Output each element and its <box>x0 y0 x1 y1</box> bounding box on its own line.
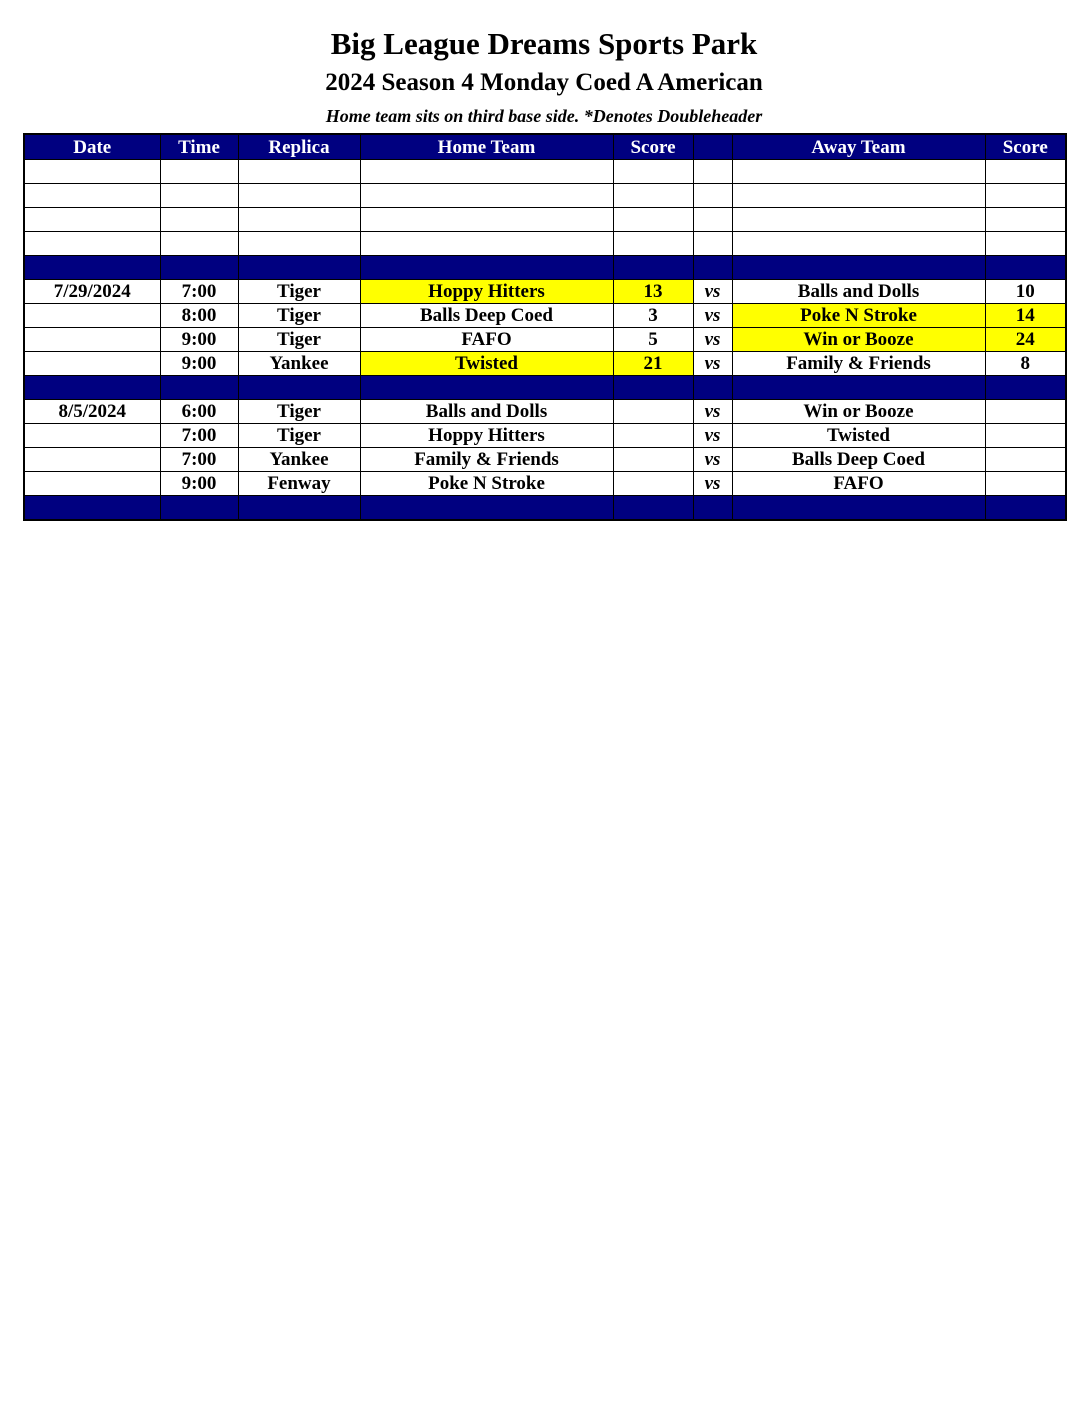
game-row <box>24 328 1066 352</box>
away-score <box>985 448 1066 472</box>
game-date <box>24 328 160 352</box>
week-separator-row <box>24 496 1066 521</box>
empty-cell <box>732 208 985 232</box>
vs-label: vs <box>693 448 732 472</box>
game-field: Tiger <box>238 400 360 424</box>
game-date <box>24 472 160 496</box>
empty-cell <box>613 160 693 184</box>
empty-cell <box>613 232 693 256</box>
home-team-note: Home team sits on third base side. *Denotes Doubleheader <box>325 106 763 126</box>
empty-cell <box>985 184 1066 208</box>
away-score: 24 <box>985 328 1066 352</box>
game-date <box>24 352 160 376</box>
empty-cell <box>160 184 238 208</box>
game-field: Tiger <box>238 424 360 448</box>
empty-cell <box>24 208 160 232</box>
game-field: Tiger <box>238 328 360 352</box>
empty-cell <box>24 160 160 184</box>
vs-label: vs <box>693 280 732 304</box>
game-row <box>24 304 1066 328</box>
game-time: 9:00 <box>160 328 238 352</box>
empty-cell <box>238 160 360 184</box>
home-team: Hoppy Hitters <box>360 280 613 304</box>
empty-cell <box>24 232 160 256</box>
header-row <box>24 134 1066 160</box>
col-header-vs <box>693 134 732 160</box>
home-team: Balls Deep Coed <box>360 304 613 328</box>
game-field: Fenway <box>238 472 360 496</box>
schedule-body <box>24 160 1066 521</box>
empty-cell <box>613 208 693 232</box>
home-team: FAFO <box>360 328 613 352</box>
vs-label: vs <box>693 472 732 496</box>
vs-label: vs <box>693 400 732 424</box>
game-time: 7:00 <box>160 424 238 448</box>
home-score <box>613 448 693 472</box>
home-score <box>613 400 693 424</box>
away-team: Twisted <box>732 424 985 448</box>
away-score: 14 <box>985 304 1066 328</box>
col-header-home-score: Score <box>613 134 693 160</box>
away-score <box>985 400 1066 424</box>
away-team: Poke N Stroke <box>732 304 985 328</box>
away-score: 10 <box>985 280 1066 304</box>
empty-cell <box>24 184 160 208</box>
empty-cell <box>360 184 613 208</box>
season-subtitle: 2024 Season 4 Monday Coed A American <box>325 69 763 96</box>
game-row <box>24 352 1066 376</box>
empty-cell <box>693 232 732 256</box>
game-row <box>24 400 1066 424</box>
game-field: Yankee <box>238 448 360 472</box>
home-team: Twisted <box>360 352 613 376</box>
col-header-away-score: Score <box>985 134 1066 160</box>
empty-cell <box>985 208 1066 232</box>
game-time: 6:00 <box>160 400 238 424</box>
week-separator-row <box>24 256 1066 280</box>
game-time: 9:00 <box>160 472 238 496</box>
game-time: 7:00 <box>160 448 238 472</box>
empty-cell <box>238 232 360 256</box>
col-header-away-team: Away Team <box>732 134 985 160</box>
empty-cell <box>613 184 693 208</box>
game-date: 8/5/2024 <box>24 400 160 424</box>
game-field: Yankee <box>238 352 360 376</box>
col-header-time: Time <box>160 134 238 160</box>
game-time: 8:00 <box>160 304 238 328</box>
game-field: Tiger <box>238 304 360 328</box>
vs-label: vs <box>693 424 732 448</box>
away-team: Balls and Dolls <box>732 280 985 304</box>
game-row <box>24 280 1066 304</box>
home-score: 21 <box>613 352 693 376</box>
empty-cell <box>160 232 238 256</box>
away-team: Win or Booze <box>732 328 985 352</box>
vs-label: vs <box>693 328 732 352</box>
game-date <box>24 448 160 472</box>
home-team: Poke N Stroke <box>360 472 613 496</box>
empty-cell <box>360 160 613 184</box>
empty-cell <box>160 208 238 232</box>
game-time: 7:00 <box>160 280 238 304</box>
away-team: FAFO <box>732 472 985 496</box>
away-score: 8 <box>985 352 1066 376</box>
game-field: Tiger <box>238 280 360 304</box>
away-team: Win or Booze <box>732 400 985 424</box>
empty-cell <box>693 160 732 184</box>
col-header-replica: Replica <box>238 134 360 160</box>
home-team: Family & Friends <box>360 448 613 472</box>
document-title: Big League Dreams Sports Park <box>330 26 758 61</box>
away-score <box>985 472 1066 496</box>
home-score <box>613 472 693 496</box>
away-team: Family & Friends <box>732 352 985 376</box>
home-score: 13 <box>613 280 693 304</box>
empty-cell <box>732 160 985 184</box>
game-time: 9:00 <box>160 352 238 376</box>
empty-cell <box>238 184 360 208</box>
vs-label: vs <box>693 352 732 376</box>
game-date <box>24 304 160 328</box>
game-row <box>24 448 1066 472</box>
empty-row <box>24 232 1066 256</box>
empty-cell <box>732 232 985 256</box>
empty-cell <box>693 184 732 208</box>
empty-cell <box>360 208 613 232</box>
empty-row <box>24 184 1066 208</box>
home-score: 5 <box>613 328 693 352</box>
col-header-home-team: Home Team <box>360 134 613 160</box>
game-row <box>24 472 1066 496</box>
game-date <box>24 424 160 448</box>
empty-row <box>24 208 1066 232</box>
schedule-table <box>23 133 1067 521</box>
vs-label: vs <box>693 304 732 328</box>
game-row <box>24 424 1066 448</box>
away-team: Balls Deep Coed <box>732 448 985 472</box>
week-separator-row <box>24 376 1066 400</box>
home-team: Balls and Dolls <box>360 400 613 424</box>
home-team: Hoppy Hitters <box>360 424 613 448</box>
home-score: 3 <box>613 304 693 328</box>
empty-row <box>24 160 1066 184</box>
empty-cell <box>693 208 732 232</box>
away-score <box>985 424 1066 448</box>
home-score <box>613 424 693 448</box>
empty-cell <box>985 232 1066 256</box>
empty-cell <box>238 208 360 232</box>
empty-cell <box>732 184 985 208</box>
empty-cell <box>360 232 613 256</box>
game-date: 7/29/2024 <box>24 280 160 304</box>
empty-cell <box>160 160 238 184</box>
empty-cell <box>985 160 1066 184</box>
col-header-date: Date <box>24 134 160 160</box>
